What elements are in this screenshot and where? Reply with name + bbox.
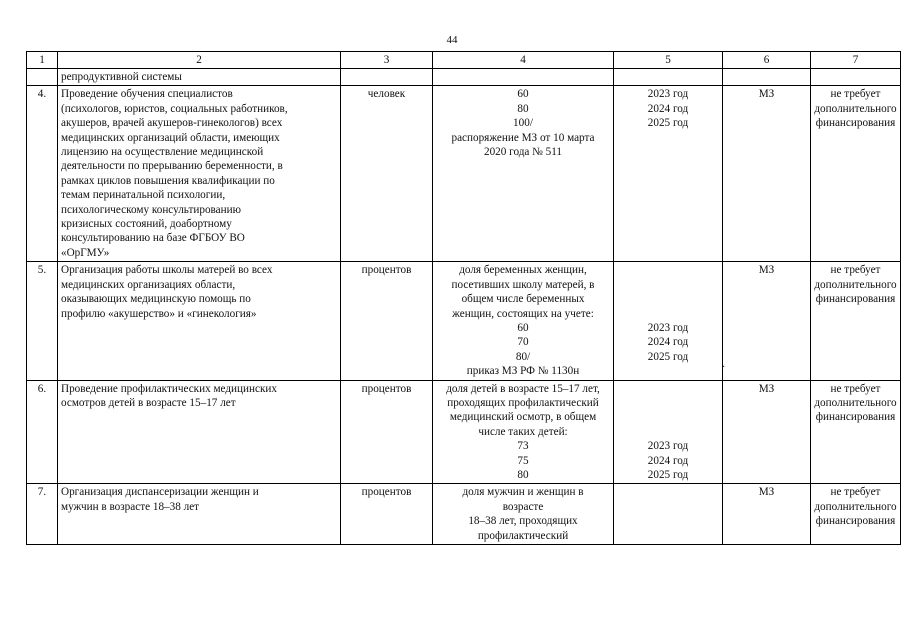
description-line: деятельности по прерыванию беременности, в xyxy=(61,160,283,173)
description-line: кризисных состояний, доабортному xyxy=(61,218,232,231)
financing-line: не требует xyxy=(830,382,881,395)
row-number: 4. xyxy=(27,86,58,262)
row-number: 6. xyxy=(27,380,58,484)
year-line: 2025 год xyxy=(647,350,689,363)
description-line: Организация работы школы матерей во всех xyxy=(61,264,273,277)
description-line: осмотров детей в возрасте 15–17 лет xyxy=(61,396,236,409)
table-row xyxy=(27,86,901,262)
year-line: 2025 год xyxy=(647,468,689,481)
page-number: 44 xyxy=(446,34,458,46)
indicator-line: 18–38 лет, проходящих xyxy=(468,515,578,528)
indicator-line: 2020 года № 511 xyxy=(483,146,563,159)
indicator-line: 60 xyxy=(517,321,529,334)
continuation-row xyxy=(27,69,901,86)
financing-line: финансирования xyxy=(815,411,896,424)
table-row xyxy=(27,380,901,484)
description-line: психологическому консультированию xyxy=(61,203,241,216)
header-cell: 6 xyxy=(723,52,811,69)
header-cell: 4 xyxy=(433,52,614,69)
unit-cell: процентов xyxy=(341,380,433,484)
year-line: 2023 год xyxy=(647,321,689,334)
description-line: Проведение обучения специалистов xyxy=(61,88,233,101)
description-line: Проведение профилактических медицинских xyxy=(61,382,277,395)
continuation-text: репродуктивной системы xyxy=(58,69,341,86)
table-row xyxy=(27,262,901,380)
indicator-cell xyxy=(433,262,614,380)
years-cell xyxy=(614,484,723,545)
financing-line: дополнительного xyxy=(814,278,897,291)
years-cell xyxy=(614,262,726,380)
header-cell: 2 xyxy=(58,52,341,69)
indicator-line: возрасте xyxy=(502,500,544,513)
financing-line: дополнительного xyxy=(814,102,897,115)
financing-line: финансирования xyxy=(815,117,896,130)
financing-line: дополнительного xyxy=(814,396,897,409)
indicator-line: посетивших школу матерей, в xyxy=(451,278,595,291)
financing-cell xyxy=(811,380,901,484)
financing-line: дополнительного xyxy=(814,500,897,513)
indicator-cell xyxy=(433,380,614,484)
year-line: 2023 год xyxy=(647,440,689,453)
indicator-line: проходящих профилактический xyxy=(447,396,599,409)
indicator-line: женщин, состоящих на учете: xyxy=(452,307,594,320)
indicator-line: 100/ xyxy=(513,117,533,130)
header-cell: 7 xyxy=(811,52,901,69)
description-line: темам перинатальной психологии, xyxy=(61,189,226,202)
description-line: рамках циклов повышения квалификации по xyxy=(61,174,275,187)
financing-line: финансирования xyxy=(815,515,896,528)
indicator-line: 73 xyxy=(517,440,529,453)
financing-cell xyxy=(811,484,901,545)
indicator-line: общем числе беременных xyxy=(461,293,585,306)
table-row xyxy=(27,484,901,545)
measure-description xyxy=(58,86,341,262)
description-line: профилю «акушерство» и «гинекология» xyxy=(61,307,257,320)
indicator-line: 70 xyxy=(517,336,529,349)
description-line: акушеров, врачей акушеров-гинекологов) всех xyxy=(61,117,283,130)
years-cell xyxy=(614,86,723,262)
indicator-line: доля мужчин и женщин в xyxy=(462,486,584,499)
indicator-line: доля детей в возрасте 15–17 лет, xyxy=(446,382,600,395)
description-line: консультированию на базе ФГБОУ ВО xyxy=(61,232,245,245)
measures-table xyxy=(26,51,901,545)
description-line: (психологов, юристов, социальных работников, xyxy=(61,102,288,115)
measure-description xyxy=(58,262,341,380)
indicator-cell xyxy=(433,484,614,545)
executor-cell: МЗ xyxy=(723,262,811,380)
year-line: 2024 год xyxy=(647,454,689,467)
description-line: лицензию на осуществление медицинской xyxy=(61,146,264,159)
financing-line: не требует xyxy=(830,486,881,499)
description-line: мужчин в возрасте 18–38 лет xyxy=(61,500,200,513)
executor-cell: МЗ xyxy=(723,484,811,545)
header-cell: 3 xyxy=(341,52,433,69)
indicator-line: 80 xyxy=(517,468,529,481)
indicator-line: числе таких детей: xyxy=(478,425,568,438)
year-line: 2025 год xyxy=(647,117,689,130)
executor-cell: МЗ xyxy=(723,380,811,484)
indicator-line: доля беременных женщин, xyxy=(459,264,587,277)
description-line: «ОрГМУ» xyxy=(61,246,110,259)
financing-line: финансирования xyxy=(815,293,896,306)
header-row xyxy=(27,52,901,69)
description-line: медицинских организациях области, xyxy=(61,278,236,291)
indicator-line: распоряжение МЗ от 10 марта xyxy=(451,131,595,144)
header-cell: 5 xyxy=(614,52,723,69)
unit-cell: процентов xyxy=(341,262,433,380)
year-line: 2024 год xyxy=(647,336,689,349)
financing-line: не требует xyxy=(830,264,881,277)
indicator-line: приказ МЗ РФ № 1130н xyxy=(466,365,580,378)
indicator-cell xyxy=(433,86,614,262)
stray-mark: · xyxy=(722,362,726,373)
financing-cell xyxy=(811,86,901,262)
indicator-line: 60 xyxy=(517,88,529,101)
unit-cell: процентов xyxy=(341,484,433,545)
description-line: оказывающих медицинскую помощь по xyxy=(61,293,251,306)
unit-cell: человек xyxy=(341,86,433,262)
indicator-line: медицинский осмотр, в общем xyxy=(449,411,597,424)
financing-cell xyxy=(811,262,901,380)
row-number: 7. xyxy=(27,484,58,545)
description-line: Организация диспансеризации женщин и xyxy=(61,486,259,499)
measure-description xyxy=(58,484,341,545)
indicator-line: 75 xyxy=(517,454,529,467)
measure-description xyxy=(58,380,341,484)
year-line: 2024 год xyxy=(647,102,689,115)
description-line: медицинских организаций области, имеющих xyxy=(61,131,280,144)
indicator-line: профилактический xyxy=(477,529,569,542)
year-line: 2023 год xyxy=(647,88,689,101)
header-cell: 1 xyxy=(27,52,58,69)
indicator-line: 80 xyxy=(517,102,529,115)
indicator-line: 80/ xyxy=(515,350,531,363)
row-number: 5. xyxy=(27,262,58,380)
financing-line: не требует xyxy=(830,88,881,101)
years-cell xyxy=(614,380,723,484)
executor-cell: МЗ xyxy=(723,86,811,262)
